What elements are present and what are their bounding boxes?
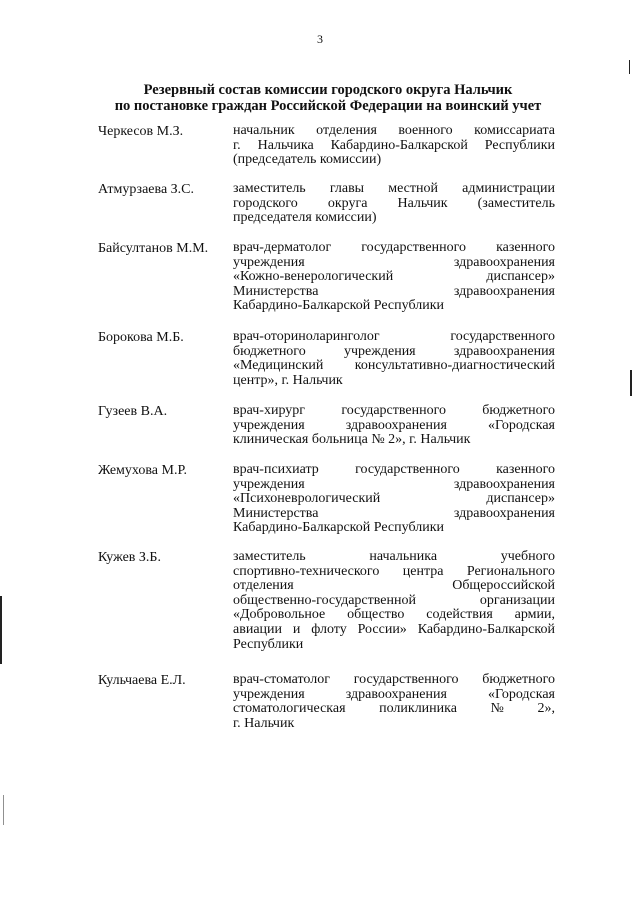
- word: Регионального: [466, 563, 555, 579]
- word: учебного: [500, 549, 555, 564]
- word: учреждения: [233, 686, 305, 702]
- word: Кабардино-Балкарской Республики: [233, 298, 444, 314]
- description-line: [233, 623, 555, 638]
- word: флоту: [311, 621, 347, 637]
- word: г. Нальчик: [233, 715, 295, 731]
- scan-mark-left-bottom: [3, 795, 4, 825]
- word: учреждения: [343, 343, 416, 359]
- word: администрации: [462, 181, 555, 196]
- description-line: [233, 153, 555, 168]
- title-line-2: по постановке граждан Российской Федерации на воинский учет: [114, 98, 542, 114]
- description-line: [233, 124, 555, 139]
- word: Министерства: [233, 283, 319, 299]
- word: Кабардино-Балкарской: [417, 621, 555, 637]
- word: Министерства: [233, 505, 319, 521]
- description-line: [233, 565, 555, 580]
- word: «Городская: [487, 686, 555, 702]
- description-line: [233, 579, 555, 594]
- member-description: [233, 673, 555, 731]
- word: казенного: [496, 240, 555, 255]
- word: государственного: [341, 403, 446, 418]
- member-description: [233, 241, 555, 314]
- word: государственного: [361, 240, 466, 255]
- member-description: [233, 463, 555, 536]
- word: бюджетного: [482, 672, 555, 687]
- word: врач-дерматолог: [233, 240, 332, 255]
- word: и: [292, 621, 301, 637]
- word: начальник: [233, 123, 295, 138]
- description-line: [233, 270, 555, 285]
- word: бюджетного: [233, 343, 306, 359]
- description-line: [233, 182, 555, 197]
- word: содействия: [426, 607, 493, 623]
- word: общественно-государственной: [233, 592, 416, 608]
- word: здравоохранения: [453, 283, 555, 299]
- word: государственного: [355, 462, 460, 477]
- word: диспансер»: [486, 491, 555, 507]
- description-line: [233, 594, 555, 609]
- member-description: [233, 124, 555, 168]
- word: армии,: [514, 607, 555, 623]
- description-line: [233, 492, 555, 507]
- word: Республики: [484, 137, 555, 153]
- scan-mark-left: [0, 596, 2, 664]
- member-name: Гузеев В.А.: [98, 404, 168, 419]
- description-line: [233, 241, 555, 256]
- member-name: Кульчаева Е.Л.: [98, 673, 186, 688]
- word: заместитель: [233, 549, 306, 564]
- word: городского: [233, 195, 298, 211]
- member-name: Борокова М.Б.: [98, 330, 184, 345]
- word: бюджетного: [482, 403, 555, 418]
- description-line: [233, 478, 555, 493]
- word: врач-стоматолог: [233, 672, 330, 687]
- word: врач-хирург: [233, 403, 306, 418]
- description-line: [233, 139, 555, 154]
- word: казенного: [496, 462, 555, 477]
- word: Республики: [233, 636, 304, 652]
- word: округа: [327, 195, 368, 211]
- word: учреждения: [233, 476, 305, 492]
- word: «Психоневрологический: [233, 491, 381, 507]
- description-line: [233, 433, 555, 448]
- description-line: [233, 211, 555, 226]
- word: консультативно-диагностический: [354, 358, 555, 374]
- word: поликлиника: [379, 701, 457, 717]
- word: России»: [357, 621, 407, 637]
- word: центра: [402, 563, 444, 579]
- word: Общероссийской: [452, 578, 555, 594]
- member-description: [233, 182, 555, 226]
- member-description: [233, 404, 555, 448]
- description-line: [233, 463, 555, 478]
- word: «Медицинский: [233, 358, 324, 374]
- word: спортивно-технического: [233, 563, 380, 579]
- description-line: [233, 299, 555, 314]
- member-name: Байсултанов М.М.: [98, 241, 209, 256]
- word: заместитель: [233, 181, 306, 196]
- scan-mark-right: [630, 370, 632, 396]
- word: «Добровольное: [233, 607, 326, 623]
- description-line: [233, 521, 555, 536]
- word: центр», г. Нальчик: [233, 372, 343, 388]
- description-line: [233, 638, 555, 653]
- member-name: Атмурзаева З.С.: [98, 182, 195, 197]
- description-line: [233, 330, 555, 345]
- word: 2»,: [537, 701, 555, 717]
- word: «Городская: [487, 417, 555, 433]
- word: государственного: [450, 329, 555, 344]
- word: стоматологическая: [233, 701, 346, 717]
- word: диспансер»: [486, 269, 555, 285]
- word: (председатель комиссии): [233, 152, 382, 168]
- word: здравоохранения: [345, 417, 447, 433]
- description-line: [233, 608, 555, 623]
- member-name: Кужев З.Б.: [98, 550, 161, 565]
- description-line: [233, 197, 555, 212]
- word: №: [490, 701, 504, 717]
- description-line: [233, 404, 555, 419]
- page-number: 3: [317, 32, 323, 46]
- word: врач-оториноларинголог: [233, 329, 380, 344]
- word: авиации: [233, 621, 283, 637]
- word: учреждения: [233, 254, 305, 270]
- word: здравоохранения: [345, 686, 447, 702]
- word: организации: [479, 592, 555, 608]
- description-line: [233, 345, 555, 360]
- description-line: [233, 717, 555, 732]
- description-line: [233, 419, 555, 434]
- word: (заместитель: [477, 195, 555, 211]
- description-line: [233, 359, 555, 374]
- member-name: Черкесов М.З.: [98, 124, 184, 139]
- word: г.: [233, 137, 241, 153]
- word: здравоохранения: [453, 476, 555, 492]
- word: здравоохранения: [453, 505, 555, 521]
- member-description: [233, 330, 555, 388]
- description-line: [233, 673, 555, 688]
- document-title: [60, 82, 596, 114]
- word: здравоохранения: [453, 254, 555, 270]
- word: государственного: [353, 672, 459, 687]
- scan-mark-top-right: [629, 60, 630, 74]
- description-line: [233, 374, 555, 389]
- word: врач-психиатр: [233, 462, 319, 477]
- word: Кабардино-Балкарской Республики: [233, 520, 444, 536]
- word: «Кожно-венерологический: [233, 269, 394, 285]
- word: начальника: [369, 549, 438, 564]
- description-line: [233, 256, 555, 271]
- member-name: Жемухова М.Р.: [98, 463, 187, 478]
- description-line: [233, 285, 555, 300]
- word: отделения: [316, 123, 377, 138]
- word: Нальчик: [397, 195, 448, 211]
- description-line: [233, 550, 555, 565]
- word: отделения: [233, 578, 294, 594]
- word: Кабардино-Балкарской: [330, 137, 468, 153]
- word: учреждения: [233, 417, 305, 433]
- word: председателя комиссии): [233, 210, 377, 226]
- description-line: [233, 688, 555, 703]
- word: Нальчика: [257, 137, 314, 153]
- word: комиссариата: [474, 123, 555, 138]
- member-description: [233, 550, 555, 652]
- word: здравоохранения: [453, 343, 555, 359]
- description-line: [233, 507, 555, 522]
- description-line: [233, 702, 555, 717]
- word: клиническая больница № 2», г. Нальчик: [233, 432, 471, 448]
- word: общество: [347, 607, 405, 623]
- word: военного: [398, 123, 453, 138]
- title-line-1: Резервный состав комиссии городского округа Нальчик: [143, 82, 513, 98]
- word: главы: [329, 181, 365, 196]
- word: местной: [388, 181, 438, 196]
